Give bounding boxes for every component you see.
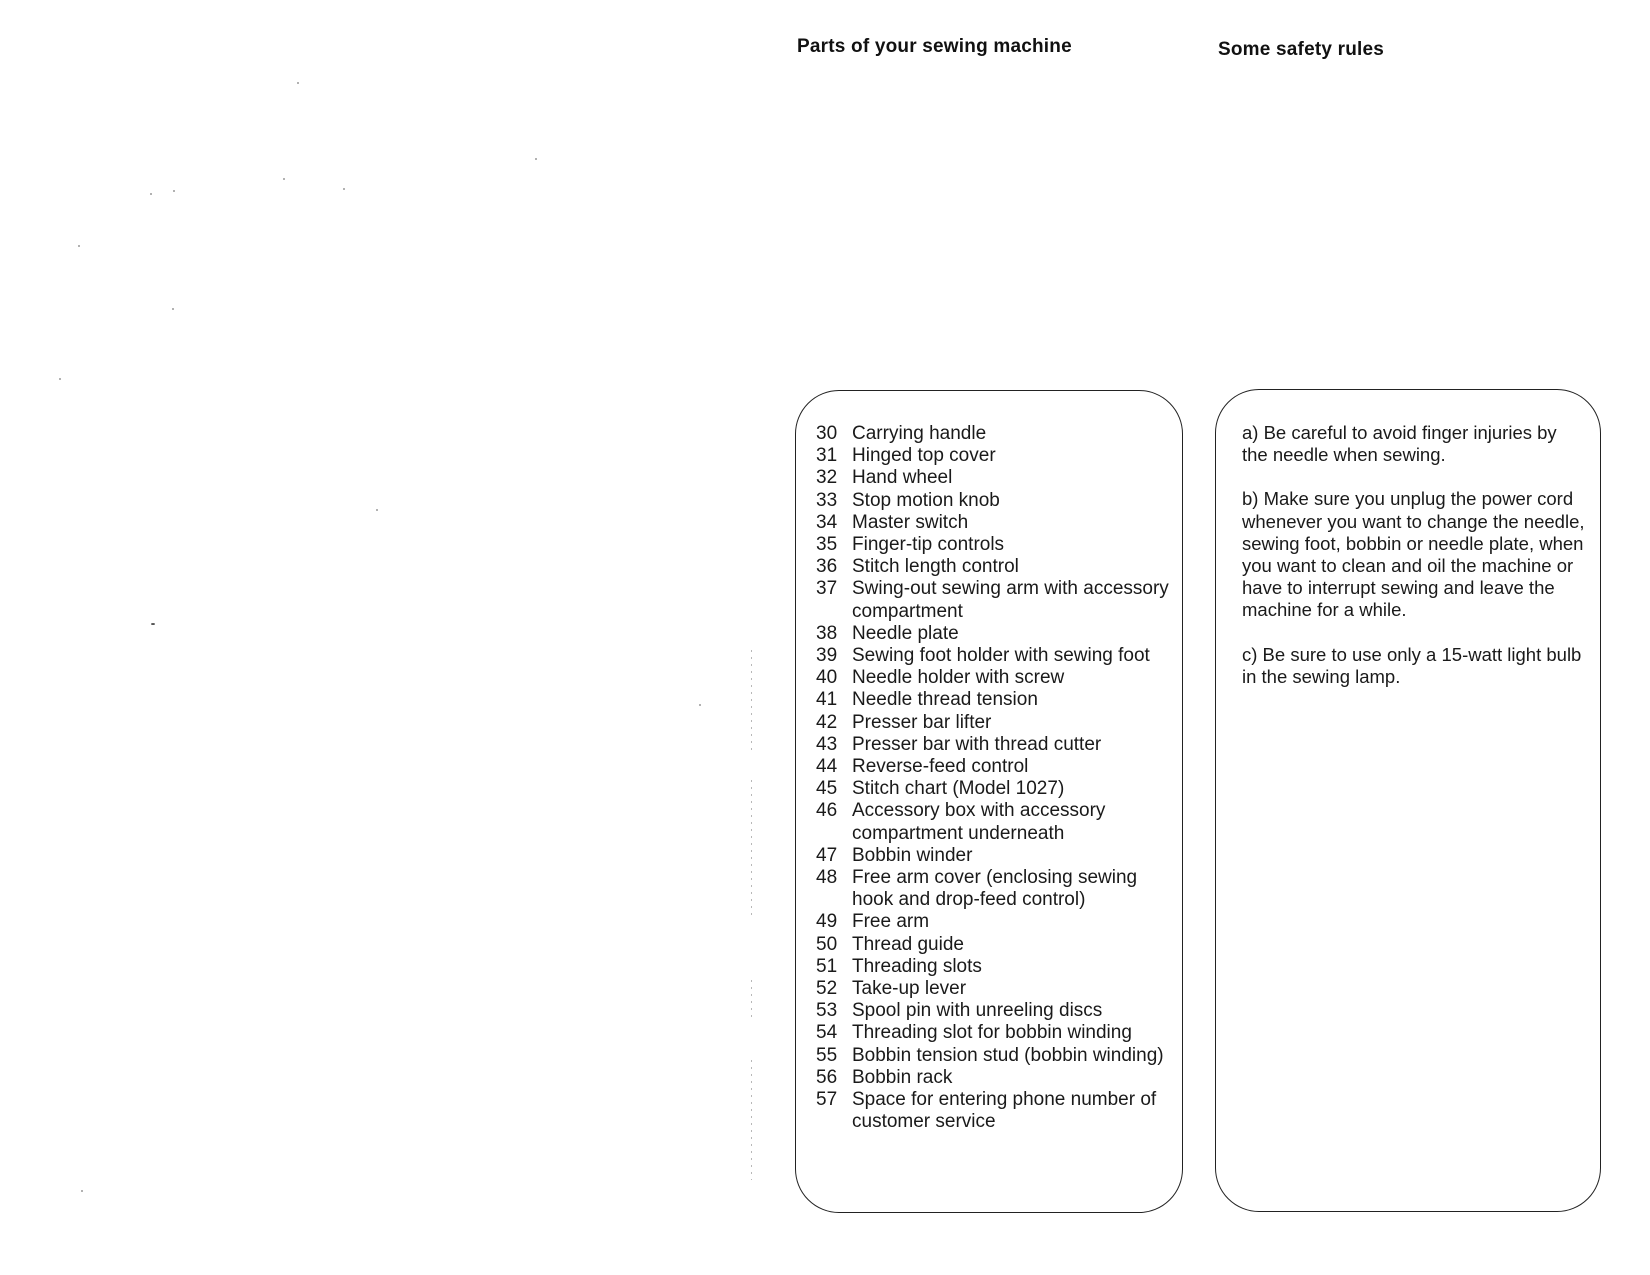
scan-speck bbox=[151, 623, 155, 625]
part-number: 30 bbox=[816, 423, 838, 444]
part-number: 43 bbox=[816, 733, 838, 755]
part-item bbox=[816, 534, 1176, 556]
part-label: Bobbin tension stud (bobbin winding) bbox=[852, 1044, 1164, 1066]
part-label: Threading slot for bobbin winding bbox=[852, 1022, 1132, 1044]
part-label: Take-up lever bbox=[852, 978, 967, 1000]
part-label: Swing-out sewing arm with accessory compartment bbox=[852, 578, 1169, 622]
scan-speck bbox=[78, 245, 80, 247]
parts-heading: Parts of your sewing machine bbox=[797, 36, 1072, 57]
part-label: Carrying handle bbox=[852, 423, 987, 444]
part-item bbox=[816, 556, 1176, 578]
binding-edge-mark bbox=[751, 980, 752, 1020]
safety-rule-a: a) Be careful to avoid finger injuries by the needle when sewing. bbox=[1242, 422, 1557, 466]
part-number: 57 bbox=[816, 1089, 838, 1111]
part-item bbox=[816, 645, 1176, 667]
part-number: 50 bbox=[816, 933, 838, 955]
part-label: Free arm cover (enclosing sewing hook and drop-feed control) bbox=[852, 867, 1138, 911]
part-label: Hand wheel bbox=[852, 467, 953, 489]
part-number: 53 bbox=[816, 1000, 838, 1022]
part-item bbox=[816, 1000, 1176, 1022]
part-label: Needle thread tension bbox=[852, 689, 1038, 711]
part-label: Presser bar lifter bbox=[852, 711, 992, 733]
part-label: Threading slots bbox=[852, 955, 982, 977]
part-item bbox=[816, 423, 1176, 445]
part-label: Presser bar with thread cutter bbox=[852, 733, 1102, 755]
scan-speck bbox=[535, 158, 537, 160]
part-number: 47 bbox=[816, 844, 838, 866]
safety-panel bbox=[1215, 389, 1601, 1212]
part-number: 35 bbox=[816, 534, 838, 556]
part-label: Needle plate bbox=[852, 622, 959, 644]
part-label: Finger-tip controls bbox=[852, 534, 1005, 556]
part-label: Spool pin with unreeling discs bbox=[852, 1000, 1103, 1022]
part-item bbox=[816, 445, 1176, 467]
part-number: 51 bbox=[816, 955, 838, 977]
part-item bbox=[816, 578, 1176, 622]
part-label: Needle holder with screw bbox=[852, 667, 1065, 689]
scan-speck bbox=[699, 704, 701, 706]
scan-speck bbox=[297, 82, 299, 84]
binding-edge-mark bbox=[751, 780, 752, 920]
scan-speck bbox=[376, 509, 378, 511]
safety-rule-c: c) Be sure to use only a 15-watt light bulb in the sewing lamp. bbox=[1242, 643, 1582, 687]
part-item bbox=[816, 778, 1176, 800]
part-number: 33 bbox=[816, 489, 838, 511]
part-item bbox=[816, 911, 1176, 933]
part-item bbox=[816, 1089, 1176, 1133]
part-number: 46 bbox=[816, 800, 838, 822]
part-item bbox=[816, 712, 1176, 734]
part-label: Sewing foot holder with sewing foot bbox=[852, 645, 1150, 667]
scan-speck bbox=[81, 1190, 83, 1192]
part-item bbox=[816, 756, 1176, 778]
safety-rule-b: b) Make sure you unplug the power cord whenever you want to change the needle, sewing foot, bobbin or needle plate, when you want to clean and oil the machine or have to interrupt sewing and leave the machine for a while. bbox=[1242, 488, 1585, 621]
part-item bbox=[816, 490, 1176, 512]
part-item bbox=[816, 623, 1176, 645]
part-label: Free arm bbox=[852, 911, 930, 933]
part-label: Stitch chart (Model 1027) bbox=[852, 778, 1065, 800]
part-item bbox=[816, 1045, 1176, 1067]
part-number: 42 bbox=[816, 711, 838, 733]
part-item bbox=[816, 689, 1176, 711]
part-item bbox=[816, 934, 1176, 956]
part-label: Hinged top cover bbox=[852, 445, 996, 467]
part-number: 54 bbox=[816, 1022, 838, 1044]
part-item bbox=[816, 734, 1176, 756]
part-number: 49 bbox=[816, 911, 838, 933]
part-label: Accessory box with accessory compartment underneath bbox=[852, 800, 1106, 844]
part-number: 55 bbox=[816, 1044, 838, 1066]
part-number: 48 bbox=[816, 867, 838, 889]
part-number: 56 bbox=[816, 1066, 838, 1088]
part-number: 44 bbox=[816, 756, 838, 778]
safety-heading: Some safety rules bbox=[1218, 39, 1385, 60]
part-number: 36 bbox=[816, 556, 838, 578]
part-number: 38 bbox=[816, 622, 838, 644]
part-item bbox=[816, 800, 1176, 844]
scan-speck bbox=[172, 308, 174, 310]
part-item bbox=[816, 667, 1176, 689]
part-number: 32 bbox=[816, 467, 838, 489]
part-item bbox=[816, 845, 1176, 867]
part-label: Reverse-feed control bbox=[852, 756, 1029, 778]
scan-speck bbox=[343, 188, 345, 190]
scan-speck bbox=[283, 178, 285, 180]
part-number: 34 bbox=[816, 511, 838, 533]
scan-speck bbox=[150, 193, 152, 195]
binding-edge-mark bbox=[751, 1060, 752, 1180]
part-item bbox=[816, 1067, 1176, 1089]
part-item bbox=[816, 512, 1176, 534]
part-number: 41 bbox=[816, 689, 838, 711]
binding-edge-mark bbox=[751, 650, 752, 750]
part-number: 52 bbox=[816, 978, 838, 1000]
parts-list bbox=[816, 423, 1176, 1134]
parts-panel bbox=[795, 390, 1183, 1213]
part-label: Space for entering phone number of customer service bbox=[852, 1089, 1157, 1133]
part-label: Bobbin rack bbox=[852, 1066, 953, 1088]
part-label: Bobbin winder bbox=[852, 844, 973, 866]
part-label: Master switch bbox=[852, 511, 969, 533]
part-number: 31 bbox=[816, 445, 838, 467]
part-number: 39 bbox=[816, 645, 838, 667]
scan-speck bbox=[59, 378, 61, 380]
part-label: Stitch length control bbox=[852, 556, 1019, 578]
part-item bbox=[816, 467, 1176, 489]
part-label: Thread guide bbox=[852, 933, 964, 955]
part-item bbox=[816, 978, 1176, 1000]
part-number: 45 bbox=[816, 778, 838, 800]
safety-rules bbox=[1242, 422, 1587, 710]
part-label: Stop motion knob bbox=[852, 489, 1000, 511]
part-number: 37 bbox=[816, 578, 838, 600]
scan-speck bbox=[173, 190, 175, 192]
part-number: 40 bbox=[816, 667, 838, 689]
part-item bbox=[816, 1022, 1176, 1044]
part-item bbox=[816, 867, 1176, 911]
part-item bbox=[816, 956, 1176, 978]
